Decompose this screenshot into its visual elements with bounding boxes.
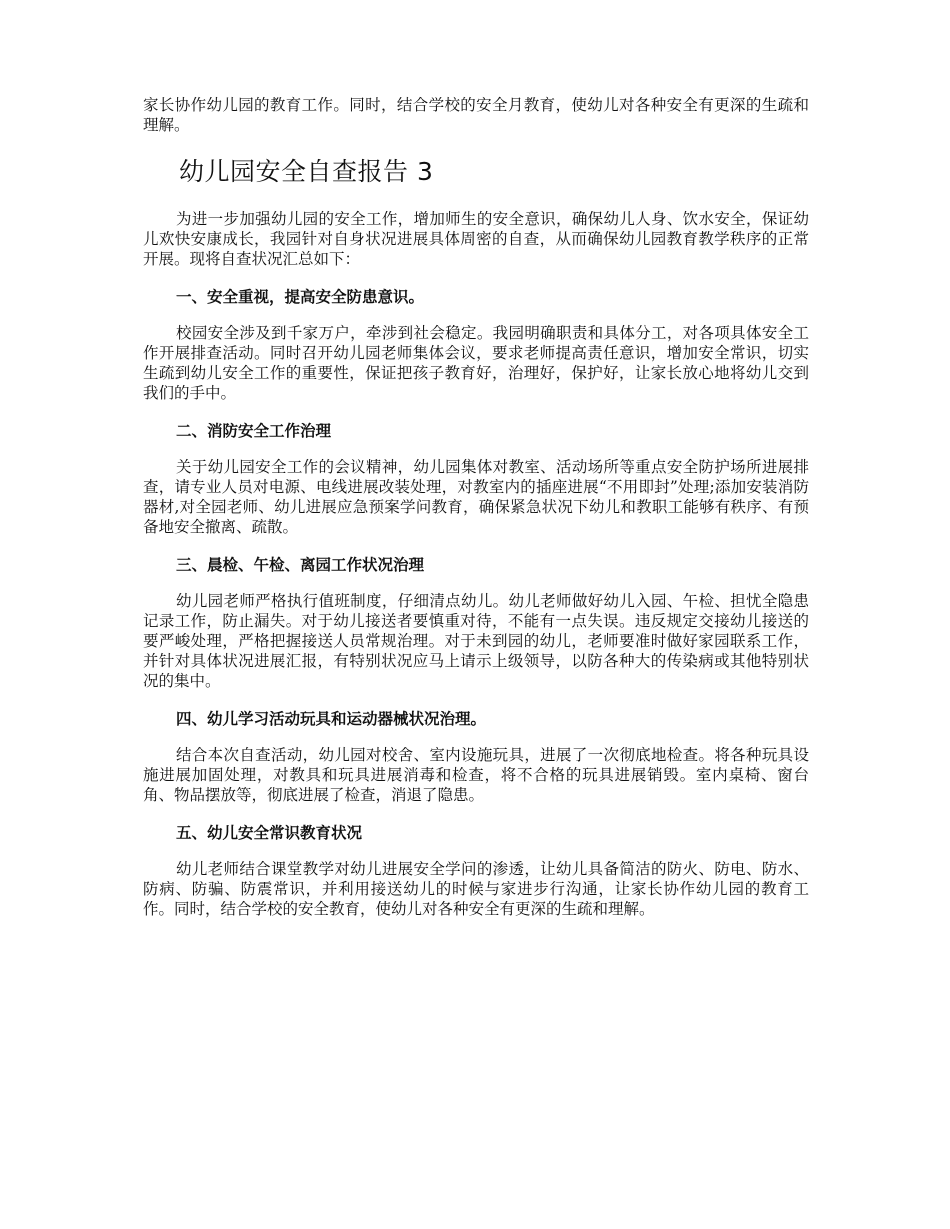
section-4 — [143, 709, 809, 805]
section-3 — [143, 555, 809, 691]
opening-paragraph: 为进一步加强幼儿园的安全工作，增加师生的安全意识，确保幼儿人身、饮水安全，保证幼儿欢快安康成长，我园针对自身状况进展具体周密的自查，从而确保幼儿园教育教学秩序的正常开展。现将自查状况汇总如下： — [143, 210, 809, 268]
section-body: 幼儿园老师严格执行值班制度，仔细清点幼儿。幼儿老师做好幼儿入园、午检、担忧全隐患记录工作，防止漏失。对于幼儿接送者要慎重对待，不能有一点失误。违反规定交接幼儿接送的要严峻处理，严格把握接送人员常规治理。对于未到园的幼儿，老师要准时做好家园联系工作，并针对具体状况进展汇报，有特别状况应马上请示上级领导，以防各种大的传染病或其他特别状况的集中。 — [143, 592, 809, 690]
intro-paragraph: 家长协作幼儿园的教育工作。同时，结合学校的安全月教育，使幼儿对各种安全有更深的生疏和理解。 — [143, 96, 809, 134]
section-heading: 五、幼儿安全常识教育状况 — [176, 824, 363, 842]
section-5 — [143, 823, 809, 919]
section-heading: 三、晨检、午检、离园工作状况治理 — [176, 556, 425, 574]
section-body: 结合本次自查活动，幼儿园对校舍、室内设施玩具，进展了一次彻底地检查。将各种玩具设施进展加固处理，对教具和玩具进展消毒和检查，将不合格的玩具进展销毁。室内桌椅、窗台角、物品摆放等，彻底进展了检查，消退了隐患。 — [143, 746, 809, 804]
section-body: 幼儿老师结合课堂教学对幼儿进展安全学问的渗透，让幼儿具备简洁的防火、防电、防水、防病、防骗、防震常识，并利用接送幼儿的时候与家进步行沟通，让家长协作幼儿园的教育工作。同时，结合学校的安全教育，使幼儿对各种安全有更深的生疏和理解。 — [143, 860, 809, 918]
section-heading: 一、安全重视，提高安全防患意识。 — [176, 288, 425, 306]
section-1 — [143, 287, 809, 403]
section-body: 关于幼儿园安全工作的会议精神，幼儿园集体对教室、活动场所等重点安全防护场所进展排查，请专业人员对电源、电线进展改装处理，对教室内的插座进展“不用即封”处理;添加安装消防器材,对全园老师、幼儿进展应急预案学问教育，确保紧急状况下幼儿和教职工能够有秩序、有预备地安全撤离、疏散。 — [143, 458, 809, 536]
section-body: 校园安全涉及到千家万户，牵涉到社会稳定。我园明确职责和具体分工，对各项具体安全工作开展排查活动。同时召开幼儿园老师集体会议，要求老师提高责任意识，增加安全常识，切实生疏到幼儿安全工作的重要性，保证把孩子教育好，治理好，保护好，让家长放心地将幼儿交到我们的手中。 — [143, 324, 809, 402]
section-heading: 四、幼儿学习活动玩具和运动器械状况治理。 — [176, 710, 487, 728]
section-2 — [143, 421, 809, 537]
document-body — [143, 95, 809, 919]
section-heading: 二、消防安全工作治理 — [176, 422, 332, 440]
page-title: 幼儿园安全自查报告 3 — [179, 157, 434, 186]
